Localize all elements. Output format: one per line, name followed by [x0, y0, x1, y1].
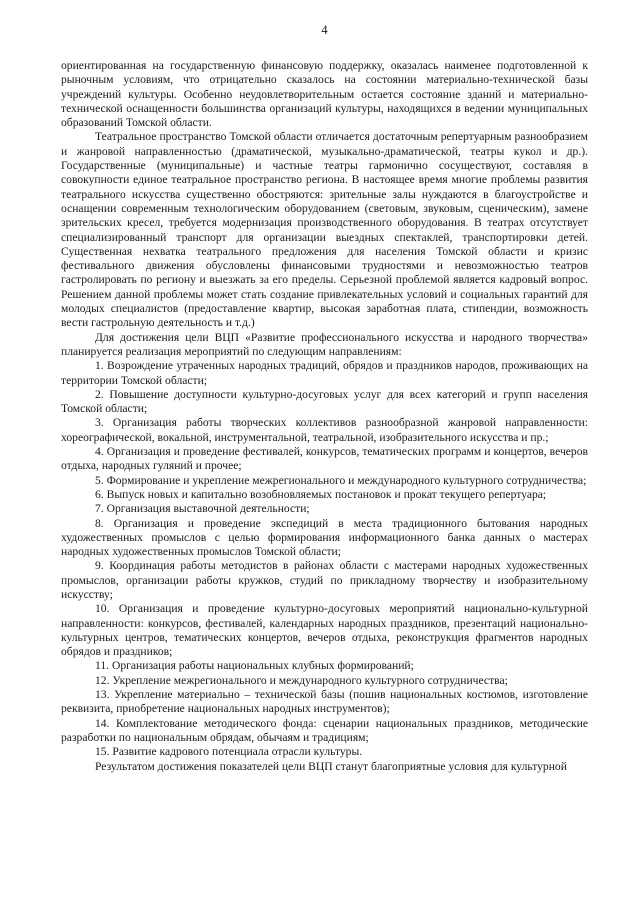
document-page	[61, 22, 588, 892]
list-item-12: 12. Укрепление межрегионального и международного культурного сотрудничества;	[95, 673, 508, 687]
list-item-13: 13. Укрепление материально – технической базы (пошив национальных костюмов, изготовление реквизита, приобретение национальных народных инструментов);	[61, 688, 588, 716]
list-item-5: 5. Формирование и укрепление межрегионального и международного культурного сотрудничества;	[95, 473, 587, 487]
paragraph-result: Результатом достижения показателей цели ВЦП станут благоприятные условия для культурной	[95, 759, 567, 773]
paragraph-program-goal: Для достижения цели ВЦП «Развитие профессионального искусства и народного творчества» планируется реализация мероприятий по следующим направлениям:	[61, 330, 588, 358]
list-item-10: 10. Организация и проведение культурно-досуговых мероприятий национально-культурной направленности: конкурсов, фестивалей, календарных народных праздников, презентаций национально-культурных центров, тематических концертов, вечеров отдыха, реконструкция фрагментов народных обрядов и праздников;	[61, 602, 588, 659]
list-item-14: 14. Комплектование методического фонда: сценарии национальных праздников, методические разработки по национальным обрядам, обычаям и традициям;	[61, 716, 588, 744]
list-item-1: 1. Возрождение утраченных народных традиций, обрядов и праздников народов, проживающих на территории Томской области;	[61, 359, 588, 387]
list-item-3: 3. Организация работы творческих коллективов разнообразной жанровой направленности: хореографической, вокальной, инструментальной, театральной, изобразительного искусства и пр.;	[61, 416, 588, 444]
list-item-6: 6. Выпуск новых и капитально возобновляемых постановок и прокат текущего репертуара;	[95, 487, 547, 501]
paragraph-continuation-funding: ориентированная на государственную финансовую поддержку, оказалась наименее подготовленной к рыночным условиям, что отрицательно сказалось на состоянии материально-технической базы учреждений культуры. Особенно неудовлетворительным остается состояние зданий и материально-технической оснащенности большинства организаций культуры, находящихся в ведении муниципальных образований Томской области.	[61, 59, 588, 130]
list-item-2: 2. Повышение доступности культурно-досуговых услуг для всех категорий и групп населения Томской области;	[61, 387, 588, 416]
list-item-8: 8. Организация и проведение экспедиций в места традиционного бытования народных художественных промыслов с целью формирования информационного банка данных о мастерах народных художественных промыслов Томской области;	[61, 516, 588, 559]
paragraph-theatre-space: Театральное пространство Томской области отличается достаточным репертуарным разнообразием и жанровой направленностью (драматической, музыкально-драматической, театры кукол и др.). Государственные (муниципальные) и частные театры гармонично сосуществуют, составляя в совокупности единое театральное пространство региона. В настоящее время многие проблемы развития театрального искусства существенно обостряются: зрительные залы нуждаются в благоустройстве и оснащении современным технологическим оборудованием (световым, звуковым, сценическим), замене зрительских кресел, требуется модернизация производственного оборудования. В театрах отсутствует специализированный транспорт для организации выездных спектаклей, транспортировки детей. Существенная нехватка театрального предложения для населения Томской области и кризис фестивального движения обусловлены финансовыми трудностями и невозможностью театров гастролировать по региону и выезжать за его пределы. Серьезной проблемой является кадровый вопрос. Решением данной проблемы может стать создание привлекательных условий и социальных гарантий для молодых специалистов (предоставление квартир, высокая заработная плата, стипендии, возможность вести гастрольную деятельность и т.д.)	[61, 130, 588, 330]
list-item-11: 11. Организация работы национальных клубных формирований;	[95, 659, 414, 673]
list-item-4: 4. Организация и проведение фестивалей, конкурсов, тематических программ и концертов, вечеров отдыха, народных гуляний и прочее;	[61, 445, 588, 473]
list-item-9: 9. Координация работы методистов в районах области с мастерами народных художественных промыслов, организации работы кружков, студий по прикладному творчеству и изобразительному искусству;	[61, 559, 588, 601]
page-number: 4	[321, 23, 328, 37]
list-item-7: 7. Организация выставочной деятельности;	[95, 502, 310, 516]
list-item-15: 15. Развитие кадрового потенциала отрасли культуры.	[95, 745, 363, 759]
